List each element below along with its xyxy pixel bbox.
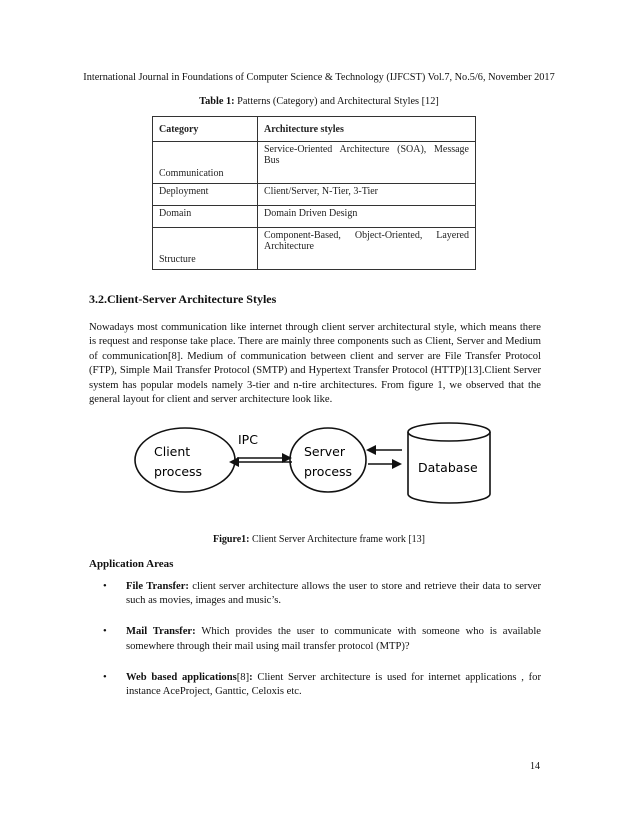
table-cell-styles <box>258 142 476 184</box>
table-caption-text: Patterns (Category) and Architectural Styles [12] <box>234 96 439 107</box>
bullet-icon: • <box>103 626 107 638</box>
database-label: Database <box>418 460 478 475</box>
table-row <box>153 206 476 228</box>
table-cell-category: Domain <box>153 206 258 228</box>
bullet-term: File Transfer: <box>126 581 189 592</box>
table-header-category: Category <box>153 117 258 142</box>
table-row <box>153 228 476 270</box>
table-cell-styles: Client/Server, N-Tier, 3-Tier <box>258 184 476 206</box>
application-list <box>89 580 541 716</box>
ipc-label: IPC <box>238 432 258 447</box>
styles-line: Service-Oriented Architecture (SOA), Message <box>264 144 469 155</box>
table-cell-styles: Domain Driven Design <box>258 206 476 228</box>
bullet-term: Web based applications <box>126 671 237 683</box>
server-label-line2: process <box>304 464 353 479</box>
client-label-line1: Client <box>154 444 191 459</box>
table-caption <box>0 96 638 107</box>
table-row <box>153 142 476 184</box>
bullet-icon: • <box>103 671 107 683</box>
list-item <box>89 625 541 653</box>
db-server-arrow-head <box>366 445 376 455</box>
table-cell-styles <box>258 228 476 270</box>
database-cylinder-top <box>408 423 490 441</box>
table-cell-category: Communication <box>153 142 258 184</box>
bullet-text: client server architecture allows the user to store and retrieve their data to server such as movies, images and music’s. <box>126 581 541 607</box>
client-label-line2: process <box>154 464 203 479</box>
bullet-text: Client Server architecture is used for internet applications , for instance AceProject, Ganttic, Celoxis etc. <box>126 671 541 698</box>
table-cell-category: Deployment <box>153 184 258 206</box>
body-paragraph: Nowadays most communication like internet through client server architectural style, which means there is request and response take place. There are mainly three components such as Client, Server and Medium of communication[8]. Medium of communication between client and server are File Transfer Protocol (FTP), Simple Mail Transfer Protocol (SMTP) and Hypertext Transfer Protocol (HTTP)[13].Client Server system has popular models namely 3-tier and n-tire architectures. From figure 1, we observed that the general layout for client and server architecture look like. <box>89 322 541 406</box>
page-number: 14 <box>530 761 540 772</box>
client-server-figure <box>130 420 510 520</box>
styles-line: Component-Based, Object-Oriented, Layered <box>264 230 469 241</box>
bullet-term-suffix: : <box>249 671 253 683</box>
bullet-citation: [8] <box>236 671 250 683</box>
figure-caption <box>0 534 638 545</box>
running-header: International Journal in Foundations of Computer Science & Technology (IJFCST) Vol.7, No.5/6, November 2017 <box>83 72 555 83</box>
table-header-row <box>153 117 476 142</box>
table-header-styles: Architecture styles <box>258 117 476 142</box>
table-row <box>153 184 476 206</box>
section-heading: 3.2.Client-Server Architecture Styles <box>89 292 277 306</box>
application-areas-heading: Application Areas <box>89 558 174 570</box>
server-label-line1: Server <box>304 444 345 459</box>
figure-caption-text: Client Server Architecture frame work [13] <box>249 534 425 545</box>
styles-line: Architecture <box>264 241 314 252</box>
server-db-arrow-head <box>392 459 402 469</box>
styles-line: Bus <box>264 155 280 166</box>
table-cell-category: Structure <box>153 228 258 270</box>
bullet-icon: • <box>103 581 107 592</box>
bullet-text: Which provides the user to communicate with someone who is available somewhere through their mail using mail transfer protocol (MTP)? <box>126 626 541 652</box>
server-process-node <box>290 428 366 492</box>
client-process-node <box>135 428 235 492</box>
list-item <box>89 580 541 608</box>
table-caption-label: Table 1: <box>199 96 235 107</box>
figure-caption-label: Figure1: <box>213 534 250 545</box>
architecture-styles-table <box>152 116 476 270</box>
bullet-term: Mail Transfer: <box>126 626 196 638</box>
list-item <box>89 671 541 699</box>
